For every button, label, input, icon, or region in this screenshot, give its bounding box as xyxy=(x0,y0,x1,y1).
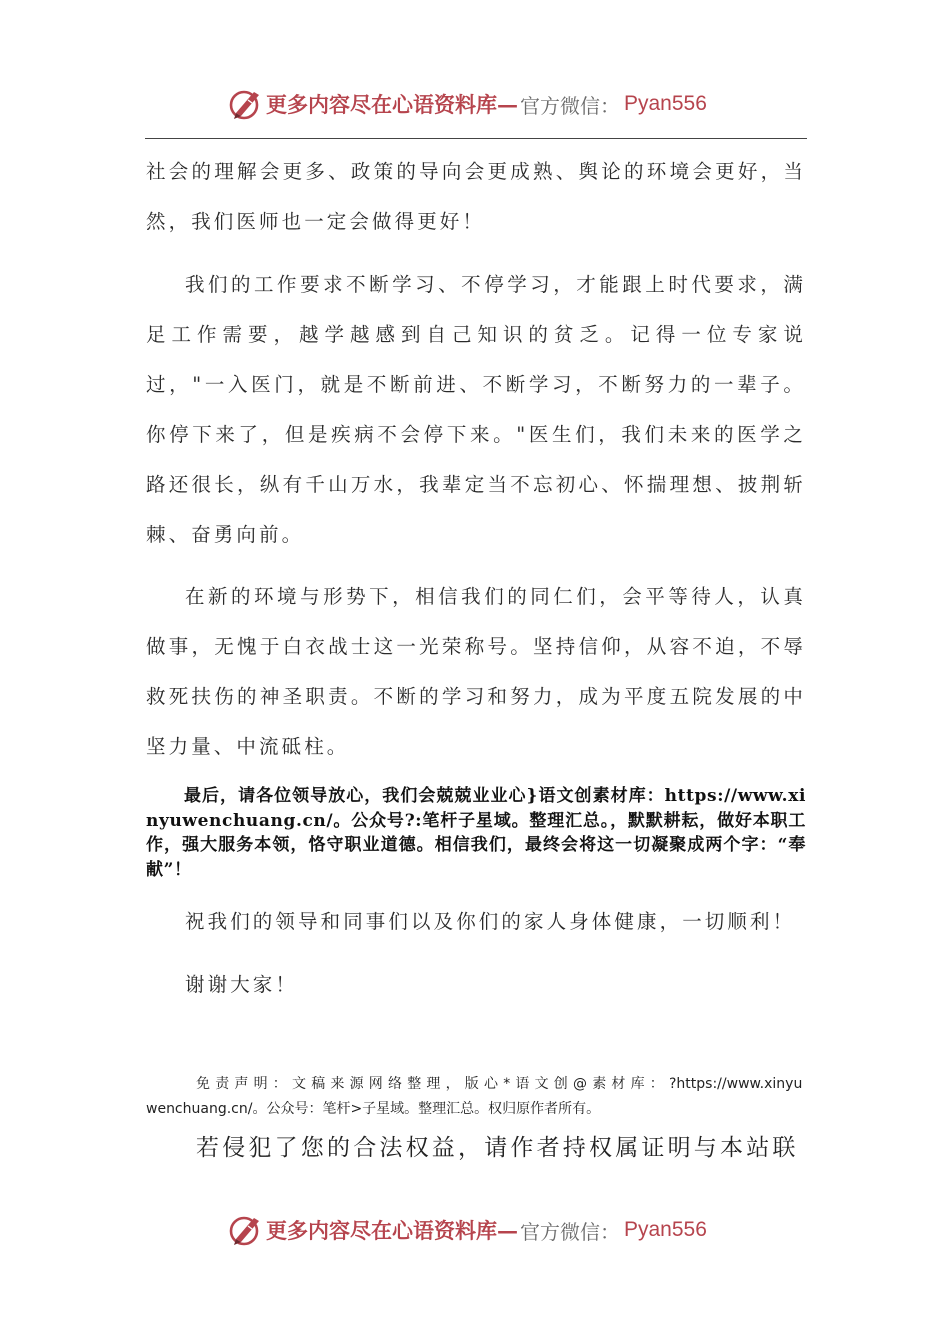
paragraph-6: 谢谢大家！ xyxy=(185,973,299,996)
header-banner xyxy=(228,84,707,124)
disclaimer-rest: ?https://www.xinyuwenchuang.cn/。公众号：笔杆>子星域。整理汇总。权归原作者所有。 xyxy=(146,1076,803,1117)
paragraph-1-block xyxy=(146,147,806,247)
banner-dash: — xyxy=(497,91,518,117)
banner-brand-text: 更多内容尽在心语资料库 xyxy=(266,1218,497,1243)
header-divider xyxy=(145,138,807,139)
paragraph-5-block xyxy=(146,897,806,947)
disclaimer xyxy=(146,1072,808,1122)
banner-brand-text: 更多内容尽在心语资料库 xyxy=(266,92,497,117)
disclaimer-lead: 免责声明：文稿来源网络整理，版心*语文创@素材库： xyxy=(196,1076,669,1092)
banner-wechat-id: Pyan556 xyxy=(624,92,707,115)
banner-wechat-id: Pyan556 xyxy=(624,1218,707,1241)
paragraph-4: 最后，请各位领导放心，我们会兢兢业业心}语文创素材库：https://www.xinyuwenchuang.cn/。公众号?:笔杆子星域。整理汇总。，默默耕耘，做好本职工作，强大服务本领，恪守职业道德。相信我们，最终会将这一切凝聚成两个字：“奉献”！ xyxy=(146,786,806,880)
pen-logo-icon xyxy=(228,86,264,122)
banner-wechat-label: 官方微信： xyxy=(520,93,620,118)
paragraph-6-block xyxy=(146,960,806,1010)
banner-dash: — xyxy=(497,1217,518,1243)
paragraph-3: 在新的环境与形势下，相信我们的同仁们，会平等待人，认真做事，无愧于白衣战士这一光荣称号。坚持信仰，从容不迫，不辱救死扶伤的神圣职责。不断的学习和努力，成为平度五院发展的中坚力量、中流砥柱。 xyxy=(146,585,806,758)
banner-wechat-label: 官方微信： xyxy=(520,1219,620,1244)
paragraph-5: 祝我们的领导和同事们以及你们的家人身体健康，一切顺利！ xyxy=(185,910,796,933)
footer-banner xyxy=(228,1210,707,1250)
pen-logo-icon xyxy=(228,1212,264,1248)
paragraph-3-block xyxy=(146,572,806,772)
paragraph-2: 我们的工作要求不断学习、不停学习，才能跟上时代要求，满足工作需要，越学越感到自己知识的贫乏。记得一位专家说过，"一入医门，就是不断前进、不断学习，不断努力的一辈子。你停下来了，但是疾病不会停下来。"医生们，我们未来的医学之路还很长，纵有千山万水，我辈定当不忘初心、怀揣理想、披荆斩棘、奋勇向前。 xyxy=(146,273,806,546)
copyright-notice: 若侵犯了您的合法权益，请作者持权属证明与本站联 xyxy=(196,1135,799,1161)
paragraph-1: 社会的理解会更多、政策的导向会更成熟、舆论的环境会更好，当然，我们医师也一定会做得更好！ xyxy=(146,160,806,233)
paragraph-2-block xyxy=(146,260,806,560)
paragraph-4-block xyxy=(146,784,806,882)
